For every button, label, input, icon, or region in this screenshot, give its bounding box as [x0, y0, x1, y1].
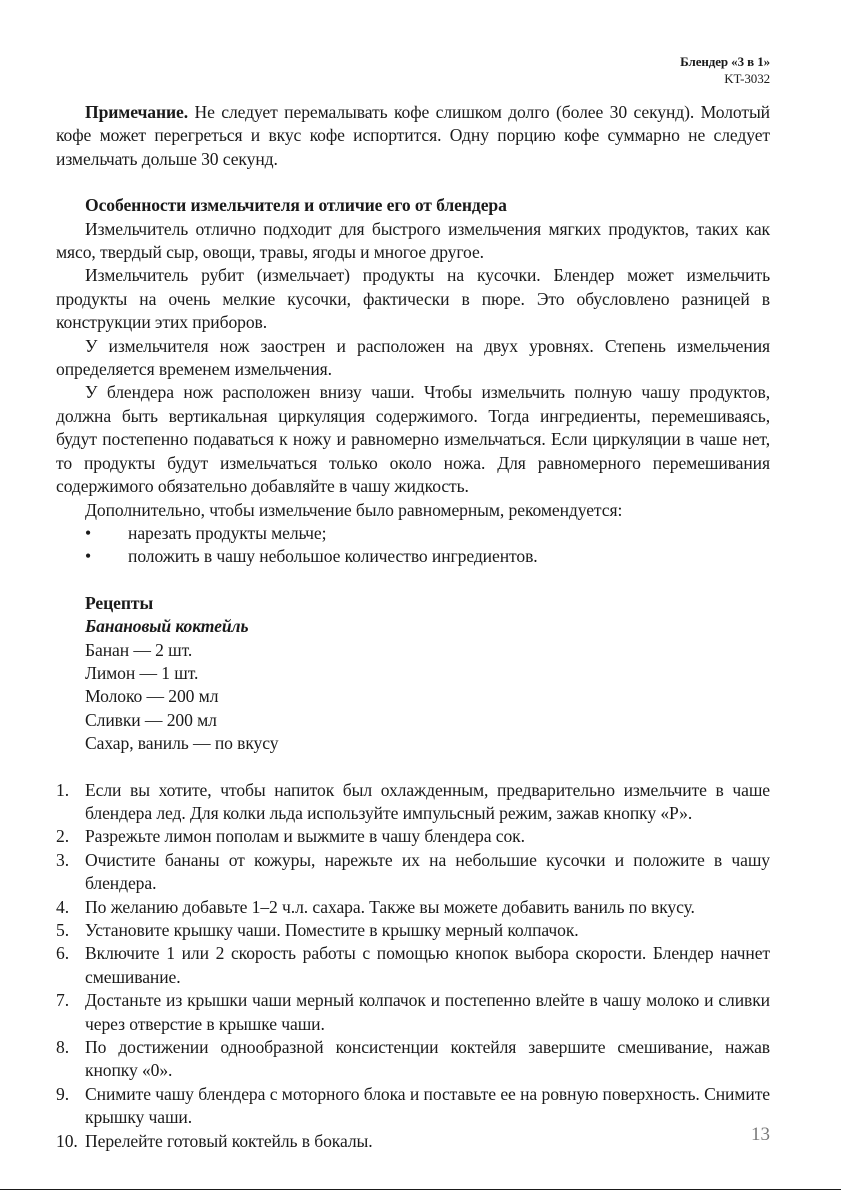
step-item: [56, 779, 770, 826]
ingredient-line: Лимон — 1 шт.: [85, 662, 199, 683]
recommendation-list: [56, 522, 770, 569]
step-text: Достаньте из крышки чаши мерный колпачок и постепенно влейте в чашу молоко и сливки через отверстие в крышке чаши.: [85, 990, 770, 1034]
step-number: 9.: [56, 1083, 69, 1104]
document-page: [56, 54, 770, 1153]
bullet-marker: •: [85, 546, 92, 567]
note-label: Примечание.: [85, 102, 189, 122]
header-model: KT-3032: [724, 70, 770, 86]
recipe-title: Банановый коктейль: [85, 616, 249, 637]
step-text: По достижении однообразной консистенции коктейля завершите смешивание, нажав кнопку «0».: [85, 1037, 770, 1081]
list-item: [56, 545, 770, 568]
bullet-marker: •: [85, 522, 92, 543]
step-text: Установите крышку чаши. Поместите в крышку мерный колпачок.: [85, 920, 579, 940]
step-number: 7.: [56, 990, 69, 1011]
step-text: Включите 1 или 2 скорость работы с помощью кнопок выбора скорости. Блендер начнет смешивание.: [85, 943, 770, 987]
step-number: 4.: [56, 896, 69, 917]
step-text: Снимите чашу блендера с моторного блока и поставьте ее на ровную поверхность. Снимите крышку чаши.: [85, 1083, 770, 1128]
step-number: 2.: [56, 826, 69, 847]
section-paragraph: У измельчителя нож заострен и расположен на двух уровнях. Степень измельчения определяется временем измельчения.: [56, 335, 770, 380]
step-item: [56, 942, 770, 989]
ingredient-line: Молоко — 200 мл: [85, 686, 219, 707]
step-item: [56, 825, 770, 848]
recipes-heading: Рецепты: [85, 592, 154, 613]
section-paragraph: Измельчитель отлично подходит для быстрого измельчения мягких продуктов, таких как мясо, твердый сыр, овощи, травы, ягоды и многое другое.: [56, 218, 770, 263]
ingredient-line: Сахар, ваниль — по вкусу: [85, 733, 279, 754]
header-title: Блендер «3 в 1»: [680, 54, 770, 69]
step-item: [56, 919, 770, 942]
step-item: [56, 896, 770, 919]
step-number: 6.: [56, 943, 69, 964]
section-paragraph: Измельчитель рубит (измельчает) продукты на кусочки. Блендер может измельчить продукты на очень мелкие кусочки, фактически в пюре. Это обусловлено разницей в конструкции этих приборов.: [56, 265, 770, 333]
list-item-text: нарезать продукты мельче;: [128, 522, 327, 543]
section-paragraph: У блендера нож расположен внизу чаши. Чтобы измельчить полную чашу продуктов, должна быть вертикальная циркуляция содержимого. Тогда ингредиенты, перемешиваясь, будут постепенно подаваться к ножу и равномерно измельчаться. Если циркуляции в чаше нет, то продукты будут измельчаться только около ножа. Для равномерного перемешивания содержимого обязательно добавляйте в чашу жидкость.: [56, 382, 770, 497]
note-text: Не следует перемалывать кофе слишком долго (более 30 секунд). Молотый кофе может перегреться и вкус кофе испортится. Одну порцию кофе суммарно не следует измельчать дольше 30 секунд.: [56, 102, 770, 169]
section-heading: Особенности измельчителя и отличие его от блендера: [85, 195, 507, 216]
step-text: Если вы хотите, чтобы напиток был охлажденным, предварительно измельчите в чаше блендера лед. Для колки льда используйте импульсный режим, зажав кнопку «Р».: [85, 779, 770, 823]
step-number: 8.: [56, 1037, 69, 1058]
list-item-text: положить в чашу небольшое количество ингредиентов.: [128, 546, 538, 567]
list-item: [56, 522, 770, 545]
step-text: По желанию добавьте 1–2 ч.л. сахара. Также вы можете добавить ваниль по вкусу.: [85, 896, 695, 917]
step-text: Разрежьте лимон пополам и выжмите в чашу блендера сок.: [85, 826, 525, 847]
step-number: 5.: [56, 920, 69, 940]
step-item: [56, 849, 770, 896]
ingredient-line: Банан — 2 шт.: [85, 639, 193, 660]
step-number: 1.: [56, 779, 69, 800]
page-bottom-rule: [0, 1189, 841, 1190]
page-number: 13: [751, 1124, 770, 1145]
step-number: 3.: [56, 849, 69, 870]
recipe-steps: [56, 779, 770, 1154]
running-header: [56, 54, 770, 87]
step-text: Очистите бананы от кожуры, нарежьте их на небольшие кусочки и положите в чашу блендера.: [85, 849, 770, 894]
step-item: [56, 1036, 770, 1083]
step-item: [56, 1130, 770, 1153]
step-number: 10.: [56, 1130, 78, 1151]
note-paragraph: [56, 101, 770, 171]
step-text: Перелейте готовый коктейль в бокалы.: [85, 1130, 373, 1151]
section-paragraph: Дополнительно, чтобы измельчение было равномерным, рекомендуется:: [85, 499, 623, 520]
step-item: [56, 1083, 770, 1130]
step-item: [56, 989, 770, 1036]
ingredient-line: Сливки — 200 мл: [85, 709, 217, 730]
